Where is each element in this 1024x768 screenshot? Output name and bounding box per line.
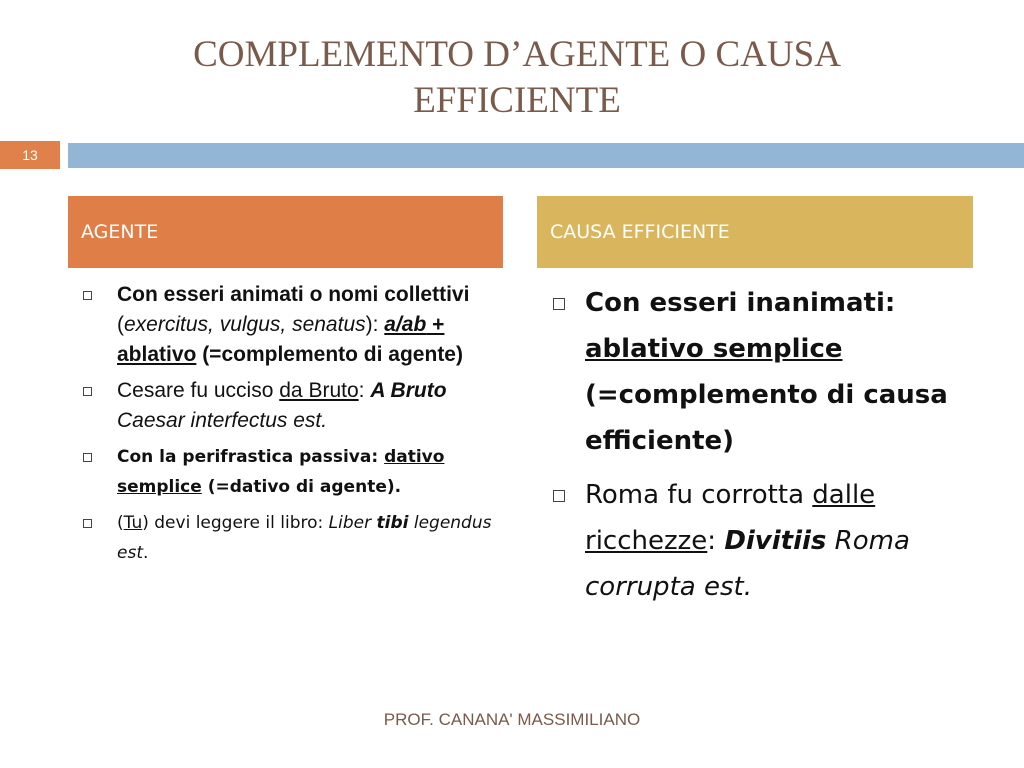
list-item: Con la perifrastica passiva: dativo semplice (=dativo di agente). (83, 442, 503, 502)
square-bullet-icon (83, 453, 92, 462)
header-rule (68, 143, 1024, 168)
slide-title (100, 32, 934, 124)
causa-efficiente-list (553, 280, 983, 618)
slide-number: 13 (0, 141, 60, 169)
square-bullet-icon (553, 490, 565, 502)
list-item: Cesare fu ucciso da Bruto: A Bruto Caesar interfectus est. (83, 376, 503, 436)
title-line-1: COMPLEMENTO D’AGENTE O CAUSA (193, 34, 841, 75)
causa-efficiente-header: CAUSA EFFICIENTE (537, 196, 973, 268)
agente-list (83, 280, 503, 574)
title-line-2: EFFICIENTE (413, 80, 621, 121)
list-item: Con esseri animati o nomi collettivi (exercitus, vulgus, senatus): a/ab + ablativo (=complemento di agente) (83, 280, 503, 370)
square-bullet-icon (553, 298, 565, 310)
agente-header: AGENTE (68, 196, 503, 268)
list-item: Roma fu corrotta dalle ricchezze: Divitiis Roma corrupta est. (553, 472, 983, 610)
square-bullet-icon (83, 387, 92, 396)
footer-author: PROF. CANANA' MASSIMILIANO (383, 710, 641, 729)
square-bullet-icon (83, 519, 92, 528)
list-item: (Tu) devi leggere il libro: Liber tibi legendus est. (83, 508, 503, 568)
square-bullet-icon (83, 291, 92, 300)
list-item: Con esseri inanimati: ablativo semplice (=complemento di causa efficiente) (553, 280, 983, 464)
